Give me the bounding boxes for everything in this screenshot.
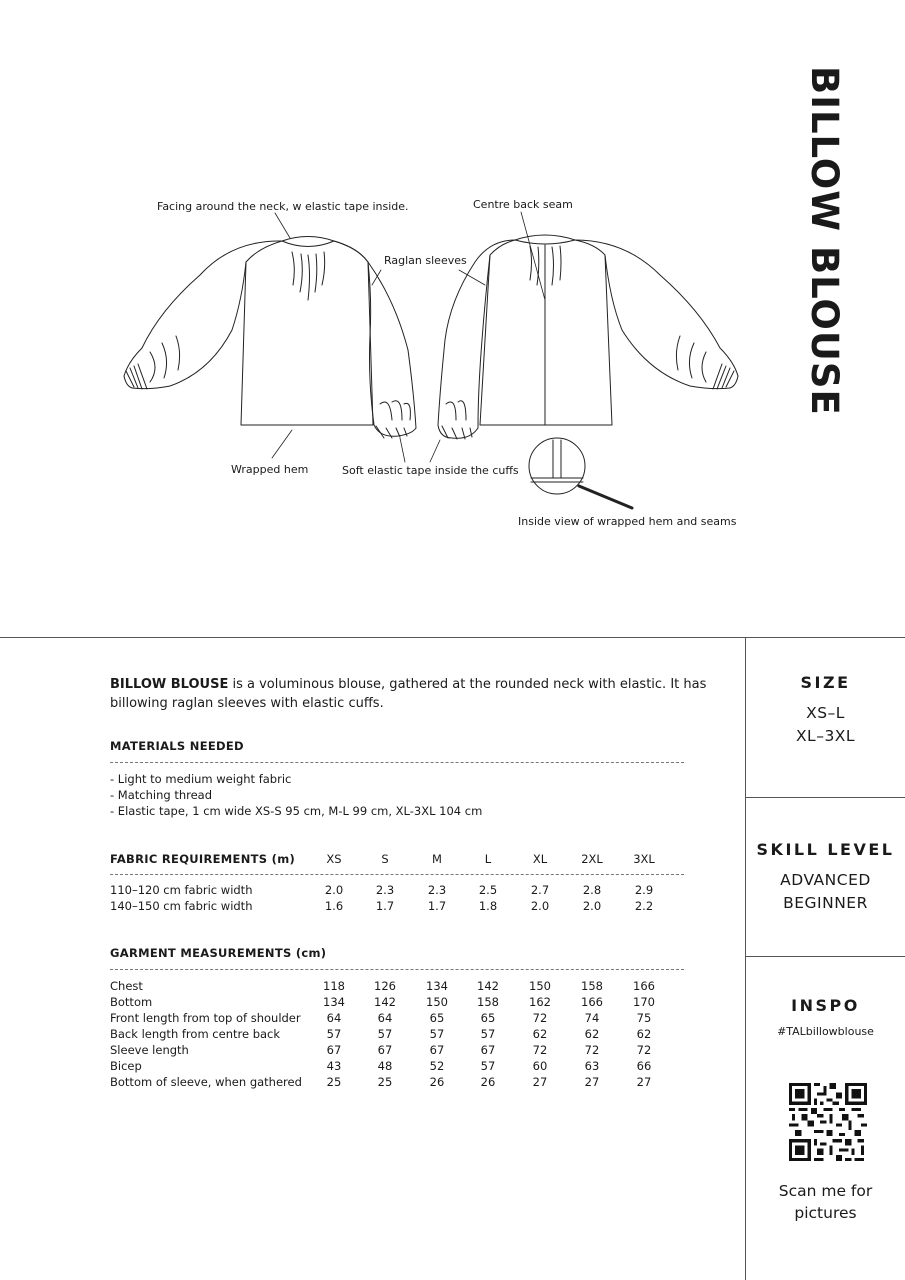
cell: 142 xyxy=(477,979,499,993)
cell: 150 xyxy=(529,979,551,993)
table-header xyxy=(110,850,690,868)
inspo-heading: INSPO xyxy=(791,996,860,1015)
skill-heading: SKILL LEVEL xyxy=(756,840,895,859)
cell: 57 xyxy=(326,1027,342,1041)
fabric-title: FABRIC REQUIREMENTS (m) xyxy=(110,852,296,866)
table-row xyxy=(110,1010,690,1026)
size-header: M xyxy=(432,852,442,866)
table-row xyxy=(110,1026,690,1042)
materials-divider xyxy=(110,762,684,763)
row-label: 110–120 cm fabric width xyxy=(110,883,253,897)
inspo-hashtag: #TALbillowblouse xyxy=(777,1025,874,1038)
row-label: Sleeve length xyxy=(110,1043,189,1057)
cell: 52 xyxy=(429,1059,445,1073)
cell: 67 xyxy=(429,1043,445,1057)
cell: 2.3 xyxy=(427,883,447,897)
cell: 142 xyxy=(374,995,396,1009)
row-label: Back length from centre back xyxy=(110,1027,281,1041)
horizontal-divider xyxy=(0,637,905,638)
cell: 72 xyxy=(584,1043,600,1057)
intro-product-name: BILLOW BLOUSE xyxy=(110,677,229,692)
garment-title: GARMENT MEASUREMENTS (cm) xyxy=(110,946,327,960)
cell: 25 xyxy=(377,1075,393,1089)
callout-inside-view: Inside view of wrapped hem and seams xyxy=(518,515,737,528)
cell: 170 xyxy=(633,995,655,1009)
table-row xyxy=(110,1042,690,1058)
page-title: BILLOW BLOUSE xyxy=(803,66,846,416)
size-header: L xyxy=(484,852,492,866)
cell: 1.7 xyxy=(427,899,447,913)
table-row xyxy=(110,994,690,1010)
blouse-technical-drawing xyxy=(0,0,745,560)
intro-text: is a voluminous blouse, gathered at the rounded neck with elastic. It has billowing raglan sleeves with elastic cuffs. xyxy=(110,677,707,711)
cell: 2.7 xyxy=(530,883,550,897)
cell: 62 xyxy=(636,1027,652,1041)
cell: 65 xyxy=(480,1011,496,1025)
sidebar-divider-1 xyxy=(745,797,905,798)
cell: 64 xyxy=(326,1011,342,1025)
front-view-drawing xyxy=(124,237,416,439)
table-row xyxy=(110,978,690,994)
cell: 1.8 xyxy=(478,899,498,913)
cell: 72 xyxy=(636,1043,652,1057)
cell: 158 xyxy=(581,979,603,993)
intro-paragraph xyxy=(110,675,730,713)
cell: 26 xyxy=(429,1075,445,1089)
magnifier-inside-view xyxy=(529,438,632,508)
fabric-rows xyxy=(110,882,690,914)
cell: 63 xyxy=(584,1059,600,1073)
skill-section xyxy=(746,840,905,915)
row-label: Chest xyxy=(110,979,143,993)
callout-raglan: Raglan sleeves xyxy=(384,254,467,267)
cell: 126 xyxy=(374,979,396,993)
row-label: Bottom of sleeve, when gathered xyxy=(110,1075,302,1089)
cell: 2.0 xyxy=(530,899,550,913)
cell: 43 xyxy=(326,1059,342,1073)
cell: 75 xyxy=(636,1011,652,1025)
cell: 57 xyxy=(429,1027,445,1041)
qr-code-icon[interactable] xyxy=(789,1083,867,1161)
cell: 118 xyxy=(323,979,345,993)
cell: 2.5 xyxy=(478,883,498,897)
cell: 65 xyxy=(429,1011,445,1025)
cell: 2.3 xyxy=(375,883,395,897)
fabric-divider xyxy=(110,874,684,875)
cell: 26 xyxy=(480,1075,496,1089)
row-label: Bicep xyxy=(110,1059,142,1073)
callout-cuffs: Soft elastic tape inside the cuffs xyxy=(342,464,519,477)
cell: 57 xyxy=(377,1027,393,1041)
size-section xyxy=(746,673,905,748)
size-range-2: XL–3XL xyxy=(795,727,856,745)
cell: 27 xyxy=(584,1075,600,1089)
cell: 166 xyxy=(581,995,603,1009)
garment-measurements-table xyxy=(110,978,690,1090)
cell: 74 xyxy=(584,1011,600,1025)
skill-line-2: BEGINNER xyxy=(783,894,868,912)
size-range-1: XS–L xyxy=(806,704,845,722)
cell: 57 xyxy=(480,1027,496,1041)
cell: 67 xyxy=(326,1043,342,1057)
materials-title: MATERIALS NEEDED xyxy=(110,739,244,753)
materials-list xyxy=(110,771,482,819)
cell: 166 xyxy=(633,979,655,993)
cell: 158 xyxy=(477,995,499,1009)
list-item: - Light to medium weight fabric xyxy=(110,772,292,786)
scan-line-1: Scan me for xyxy=(778,1182,873,1200)
table-row xyxy=(110,1058,690,1074)
garment-divider xyxy=(110,969,684,970)
size-heading: SIZE xyxy=(800,673,851,692)
cell: 2.9 xyxy=(634,883,654,897)
cell: 62 xyxy=(584,1027,600,1041)
cell: 1.6 xyxy=(324,899,344,913)
cell: 2.0 xyxy=(582,899,602,913)
cell: 25 xyxy=(326,1075,342,1089)
cell: 64 xyxy=(377,1011,393,1025)
cell: 66 xyxy=(636,1059,652,1073)
cell: 27 xyxy=(636,1075,652,1089)
cell: 162 xyxy=(529,995,551,1009)
back-view-drawing xyxy=(438,235,738,439)
scan-caption xyxy=(746,1180,905,1224)
cell: 67 xyxy=(377,1043,393,1057)
cell: 67 xyxy=(480,1043,496,1057)
cell: 57 xyxy=(480,1059,496,1073)
callout-neck: Facing around the neck, w elastic tape inside. xyxy=(157,200,409,213)
size-header: 3XL xyxy=(633,852,655,866)
skill-line-1: ADVANCED xyxy=(780,871,871,889)
list-item: - Elastic tape, 1 cm wide XS-S 95 cm, M-L 99 cm, XL-3XL 104 cm xyxy=(110,804,483,818)
row-label: Bottom xyxy=(110,995,153,1009)
list-item: - Matching thread xyxy=(110,788,213,802)
cell: 60 xyxy=(532,1059,548,1073)
cell: 62 xyxy=(532,1027,548,1041)
cell: 134 xyxy=(323,995,345,1009)
row-label: Front length from top of shoulder xyxy=(110,1011,301,1025)
size-header: XS xyxy=(326,852,342,866)
cell: 48 xyxy=(377,1059,393,1073)
sidebar-divider-2 xyxy=(745,956,905,957)
table-row xyxy=(110,1074,690,1090)
size-header: 2XL xyxy=(581,852,603,866)
table-row xyxy=(110,898,690,914)
cell: 134 xyxy=(426,979,448,993)
inspo-section xyxy=(746,996,905,1038)
cell: 150 xyxy=(426,995,448,1009)
size-header: XL xyxy=(532,852,548,866)
cell: 72 xyxy=(532,1043,548,1057)
cell: 1.7 xyxy=(375,899,395,913)
cell: 72 xyxy=(532,1011,548,1025)
cell: 2.8 xyxy=(582,883,602,897)
row-label: 140–150 cm fabric width xyxy=(110,899,253,913)
fabric-requirements-table xyxy=(110,850,690,868)
callout-hem: Wrapped hem xyxy=(231,463,309,476)
callout-centre-back: Centre back seam xyxy=(473,198,573,211)
table-row xyxy=(110,882,690,898)
cell: 27 xyxy=(532,1075,548,1089)
cell: 2.2 xyxy=(634,899,654,913)
size-header: S xyxy=(381,852,389,866)
scan-line-2: pictures xyxy=(794,1204,857,1222)
cell: 2.0 xyxy=(324,883,344,897)
